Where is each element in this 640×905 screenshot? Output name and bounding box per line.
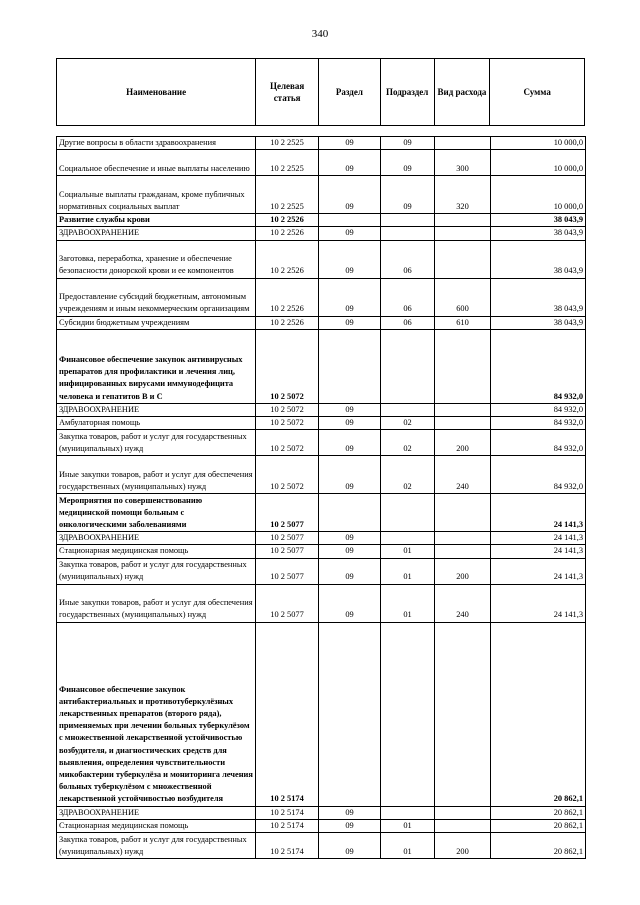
table-row — [57, 833, 586, 859]
row-expense-type: 600 — [435, 278, 491, 316]
row-target: 10 2 2525 — [256, 176, 319, 214]
row-subsection: 01 — [381, 819, 435, 832]
row-expense-type — [435, 329, 491, 403]
row-subsection — [381, 622, 435, 806]
row-name: Амбулаторная помощь — [57, 417, 256, 430]
row-subsection: 06 — [381, 316, 435, 329]
header-section: Раздел — [318, 59, 380, 125]
row-section: 09 — [319, 833, 381, 859]
table-row — [57, 806, 586, 819]
row-section: 09 — [319, 584, 381, 622]
row-expense-type: 320 — [435, 176, 491, 214]
row-expense-type: 300 — [435, 150, 491, 176]
row-name: Финансовое обеспечение закупок антивирусных препаратов для профилактики и лечения лиц, инфицированных вирусами иммунодефицита человека и гепатитов B и C — [57, 329, 256, 403]
row-amount: 38 043,9 — [491, 240, 586, 278]
row-subsection: 02 — [381, 417, 435, 430]
table-row — [57, 622, 586, 806]
row-name: Иные закупки товаров, работ и услуг для обеспечения государственных (муниципальных) нужд — [57, 456, 256, 494]
row-name: Закупка товаров, работ и услуг для государственных (муниципальных) нужд — [57, 558, 256, 584]
row-section: 09 — [319, 227, 381, 240]
row-amount: 20 862,1 — [491, 833, 586, 859]
row-subsection: 01 — [381, 545, 435, 558]
table-row — [57, 494, 586, 532]
table-row — [57, 214, 586, 227]
row-expense-type: 200 — [435, 833, 491, 859]
row-section — [319, 622, 381, 806]
row-name: Предоставление субсидий бюджетным, автономным учреждениям и иным некоммерческим организациям — [57, 278, 256, 316]
row-expense-type: 200 — [435, 430, 491, 456]
row-amount: 84 932,0 — [491, 430, 586, 456]
row-section: 09 — [319, 532, 381, 545]
row-target: 10 2 2525 — [256, 137, 319, 150]
row-name: Субсидии бюджетным учреждениям — [57, 316, 256, 329]
row-name: Развитие службы крови — [57, 214, 256, 227]
row-amount: 24 141,3 — [491, 494, 586, 532]
row-section: 09 — [319, 545, 381, 558]
table-row — [57, 545, 586, 558]
row-subsection: 09 — [381, 150, 435, 176]
row-amount: 20 862,1 — [491, 819, 586, 832]
row-expense-type — [435, 214, 491, 227]
header-expense-type: Вид расхода — [434, 59, 490, 125]
row-target: 10 2 5072 — [256, 456, 319, 494]
row-amount: 24 141,3 — [491, 584, 586, 622]
row-subsection: 09 — [381, 176, 435, 214]
table-row — [57, 403, 586, 416]
row-target: 10 2 2526 — [256, 316, 319, 329]
row-expense-type — [435, 494, 491, 532]
row-subsection: 02 — [381, 456, 435, 494]
table-row — [57, 584, 586, 622]
row-subsection: 01 — [381, 558, 435, 584]
table-row — [57, 532, 586, 545]
row-section: 09 — [319, 403, 381, 416]
row-section: 09 — [319, 150, 381, 176]
row-target: 10 2 5174 — [256, 819, 319, 832]
row-name: ЗДРАВООХРАНЕНИЕ — [57, 227, 256, 240]
row-expense-type — [435, 545, 491, 558]
row-expense-type — [435, 227, 491, 240]
row-expense-type — [435, 532, 491, 545]
row-section: 09 — [319, 176, 381, 214]
row-section: 09 — [319, 417, 381, 430]
row-target: 10 2 2526 — [256, 214, 319, 227]
row-amount: 24 141,3 — [491, 558, 586, 584]
row-subsection — [381, 403, 435, 416]
row-target: 10 2 5072 — [256, 430, 319, 456]
row-expense-type — [435, 819, 491, 832]
row-name: ЗДРАВООХРАНЕНИЕ — [57, 532, 256, 545]
row-name: Закупка товаров, работ и услуг для государственных (муниципальных) нужд — [57, 430, 256, 456]
row-target: 10 2 2526 — [256, 227, 319, 240]
header-target: Целевая статья — [255, 59, 318, 125]
row-name: Другие вопросы в области здравоохранения — [57, 137, 256, 150]
row-expense-type — [435, 417, 491, 430]
row-target: 10 2 5072 — [256, 329, 319, 403]
row-section: 09 — [319, 316, 381, 329]
row-subsection — [381, 532, 435, 545]
row-section: 09 — [319, 456, 381, 494]
row-name: ЗДРАВООХРАНЕНИЕ — [57, 403, 256, 416]
row-amount: 10 000,0 — [491, 150, 586, 176]
row-section — [319, 214, 381, 227]
row-section: 09 — [319, 806, 381, 819]
row-amount: 24 141,3 — [491, 545, 586, 558]
row-amount: 38 043,9 — [491, 227, 586, 240]
row-name: Заготовка, переработка, хранение и обеспечение безопасности донорской крови и ее компонентов — [57, 240, 256, 278]
table-header — [56, 58, 585, 126]
table-row — [57, 227, 586, 240]
row-amount: 38 043,9 — [491, 278, 586, 316]
row-name: Мероприятия по совершенствованию медицинской помощи больным с онкологическими заболеваниями — [57, 494, 256, 532]
row-amount: 10 000,0 — [491, 176, 586, 214]
row-name: Стационарная медицинская помощь — [57, 819, 256, 832]
table-row — [57, 240, 586, 278]
row-section: 09 — [319, 137, 381, 150]
row-subsection: 09 — [381, 137, 435, 150]
row-expense-type — [435, 137, 491, 150]
row-target: 10 2 5072 — [256, 417, 319, 430]
table-row — [57, 417, 586, 430]
row-target: 10 2 5077 — [256, 558, 319, 584]
row-name: Социальные выплаты гражданам, кроме публичных нормативных социальных выплат — [57, 176, 256, 214]
row-target: 10 2 5077 — [256, 532, 319, 545]
row-section — [319, 329, 381, 403]
row-amount: 20 862,1 — [491, 806, 586, 819]
row-target: 10 2 5174 — [256, 833, 319, 859]
row-amount: 38 043,9 — [491, 316, 586, 329]
row-amount: 38 043,9 — [491, 214, 586, 227]
row-name: Финансовое обеспечение закупок антибактериальных и противотуберкулёзных лекарственных препаратов (второго ряда), применяемых при лечении больных туберкулёзом с множественной лекарственной устойчивостью возбудителя, и диагностических средств для выявления, определения чувствительности микобактерии туберкулёза и мониторинга лечения больных туберкулёзом с множественной лекарственной устойчивостью возбудителя — [57, 622, 256, 806]
row-expense-type: 240 — [435, 584, 491, 622]
table-row — [57, 176, 586, 214]
row-target: 10 2 5072 — [256, 403, 319, 416]
row-subsection: 02 — [381, 430, 435, 456]
page-number: 340 — [311, 28, 329, 40]
row-amount: 84 932,0 — [491, 329, 586, 403]
row-target: 10 2 2525 — [256, 150, 319, 176]
table-row — [57, 316, 586, 329]
row-expense-type — [435, 806, 491, 819]
row-subsection — [381, 329, 435, 403]
row-subsection: 06 — [381, 278, 435, 316]
row-subsection — [381, 214, 435, 227]
row-section: 09 — [319, 278, 381, 316]
row-name: Социальное обеспечение и иные выплаты населению — [57, 150, 256, 176]
row-amount: 84 932,0 — [491, 403, 586, 416]
row-expense-type — [435, 403, 491, 416]
row-target: 10 2 5077 — [256, 545, 319, 558]
row-subsection: 01 — [381, 584, 435, 622]
row-name: Закупка товаров, работ и услуг для государственных (муниципальных) нужд — [57, 833, 256, 859]
header-amount: Сумма — [489, 59, 584, 125]
row-target: 10 2 5077 — [256, 494, 319, 532]
table-row — [57, 558, 586, 584]
row-amount: 84 932,0 — [491, 456, 586, 494]
row-expense-type — [435, 240, 491, 278]
row-name: Иные закупки товаров, работ и услуг для обеспечения государственных (муниципальных) нужд — [57, 584, 256, 622]
table-row — [57, 329, 586, 403]
row-amount: 10 000,0 — [491, 137, 586, 150]
row-amount: 20 862,1 — [491, 622, 586, 806]
row-subsection — [381, 494, 435, 532]
row-name: Стационарная медицинская помощь — [57, 545, 256, 558]
budget-table — [56, 136, 586, 859]
row-section: 09 — [319, 430, 381, 456]
row-subsection: 06 — [381, 240, 435, 278]
row-expense-type: 240 — [435, 456, 491, 494]
row-subsection — [381, 806, 435, 819]
table-row — [57, 819, 586, 832]
row-section: 09 — [319, 240, 381, 278]
row-target: 10 2 2526 — [256, 278, 319, 316]
table-row — [57, 278, 586, 316]
header-name: Наименование — [126, 86, 187, 97]
row-target: 10 2 5077 — [256, 584, 319, 622]
table-row — [57, 150, 586, 176]
row-amount: 24 141,3 — [491, 532, 586, 545]
row-amount: 84 932,0 — [491, 417, 586, 430]
table-row — [57, 456, 586, 494]
row-section: 09 — [319, 558, 381, 584]
row-section: 09 — [319, 819, 381, 832]
row-subsection: 01 — [381, 833, 435, 859]
row-target: 10 2 5174 — [256, 806, 319, 819]
row-target: 10 2 5174 — [256, 622, 319, 806]
row-expense-type: 610 — [435, 316, 491, 329]
row-expense-type: 200 — [435, 558, 491, 584]
row-expense-type — [435, 622, 491, 806]
row-section — [319, 494, 381, 532]
row-name: ЗДРАВООХРАНЕНИЕ — [57, 806, 256, 819]
row-target: 10 2 2526 — [256, 240, 319, 278]
row-subsection — [381, 227, 435, 240]
table-row — [57, 137, 586, 150]
table-row — [57, 430, 586, 456]
header-subsection: Подраздел — [380, 59, 434, 125]
